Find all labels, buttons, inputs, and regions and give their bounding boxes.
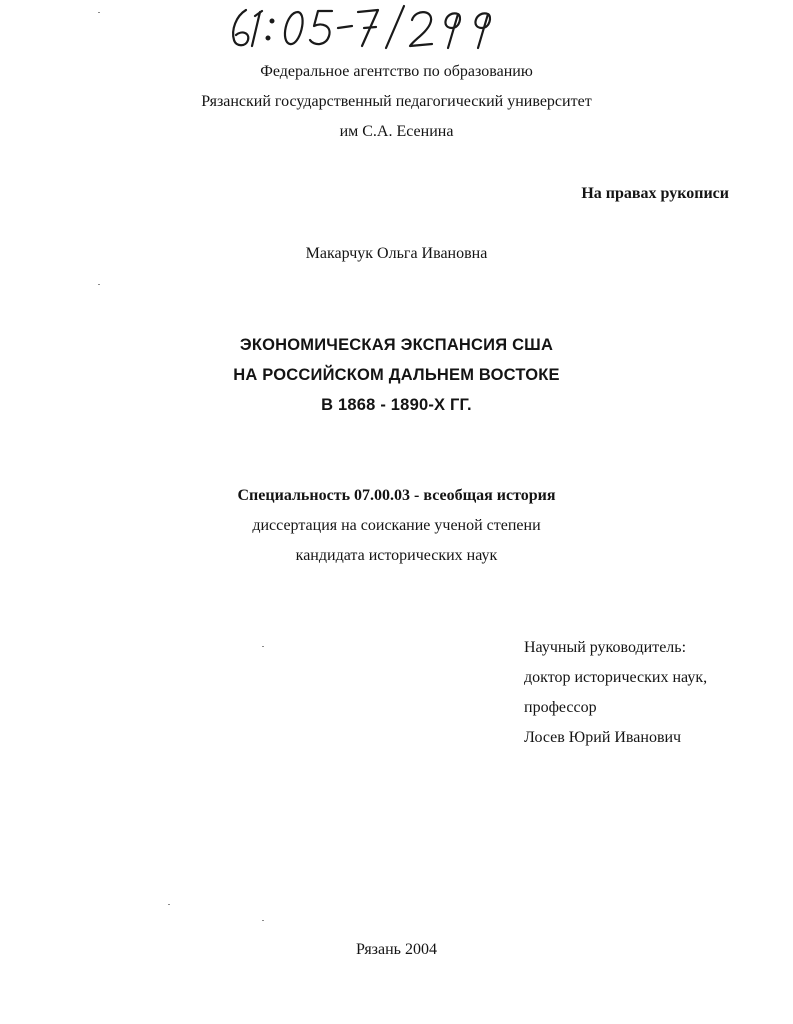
dissertation-title bbox=[0, 335, 793, 425]
handwritten-archive-code bbox=[226, 4, 526, 50]
institution-agency: Федеральное агентство по образованию bbox=[260, 63, 533, 80]
advisor-block bbox=[524, 638, 707, 758]
scan-speck bbox=[262, 920, 264, 921]
scan-speck bbox=[98, 12, 100, 13]
city-year: Рязань 2004 bbox=[356, 941, 437, 958]
degree-line-2: кандидата исторических наук bbox=[295, 547, 498, 564]
title-line-3: В 1868 - 1890-Х ГГ. bbox=[321, 396, 472, 414]
advisor-name: Лосев Юрий Иванович bbox=[524, 729, 682, 746]
scan-speck bbox=[168, 904, 170, 905]
scan-speck bbox=[262, 646, 264, 647]
scan-speck bbox=[98, 284, 100, 285]
institution-block bbox=[0, 62, 793, 152]
specialty-block bbox=[0, 486, 793, 576]
specialty-line: Специальность 07.00.03 - всеобщая история bbox=[237, 487, 556, 504]
title-line-1: ЭКОНОМИЧЕСКАЯ ЭКСПАНСИЯ США bbox=[239, 336, 554, 354]
institution-university: Рязанский государственный педагогический университет bbox=[201, 93, 592, 110]
title-line-2: НА РОССИЙСКОМ ДАЛЬНЕМ ВОСТОКЕ bbox=[233, 366, 560, 384]
author-name: Макарчук Ольга Ивановна bbox=[305, 245, 488, 262]
advisor-degree: доктор исторических наук, bbox=[524, 669, 708, 686]
rights-note: На правах рукописи bbox=[581, 185, 729, 202]
institution-university-name: им С.А. Есенина bbox=[339, 123, 454, 140]
advisor-heading: Научный руководитель: bbox=[524, 639, 687, 656]
degree-line-1: диссертация на соискание ученой степени bbox=[252, 517, 541, 534]
advisor-rank: профессор bbox=[524, 699, 597, 716]
